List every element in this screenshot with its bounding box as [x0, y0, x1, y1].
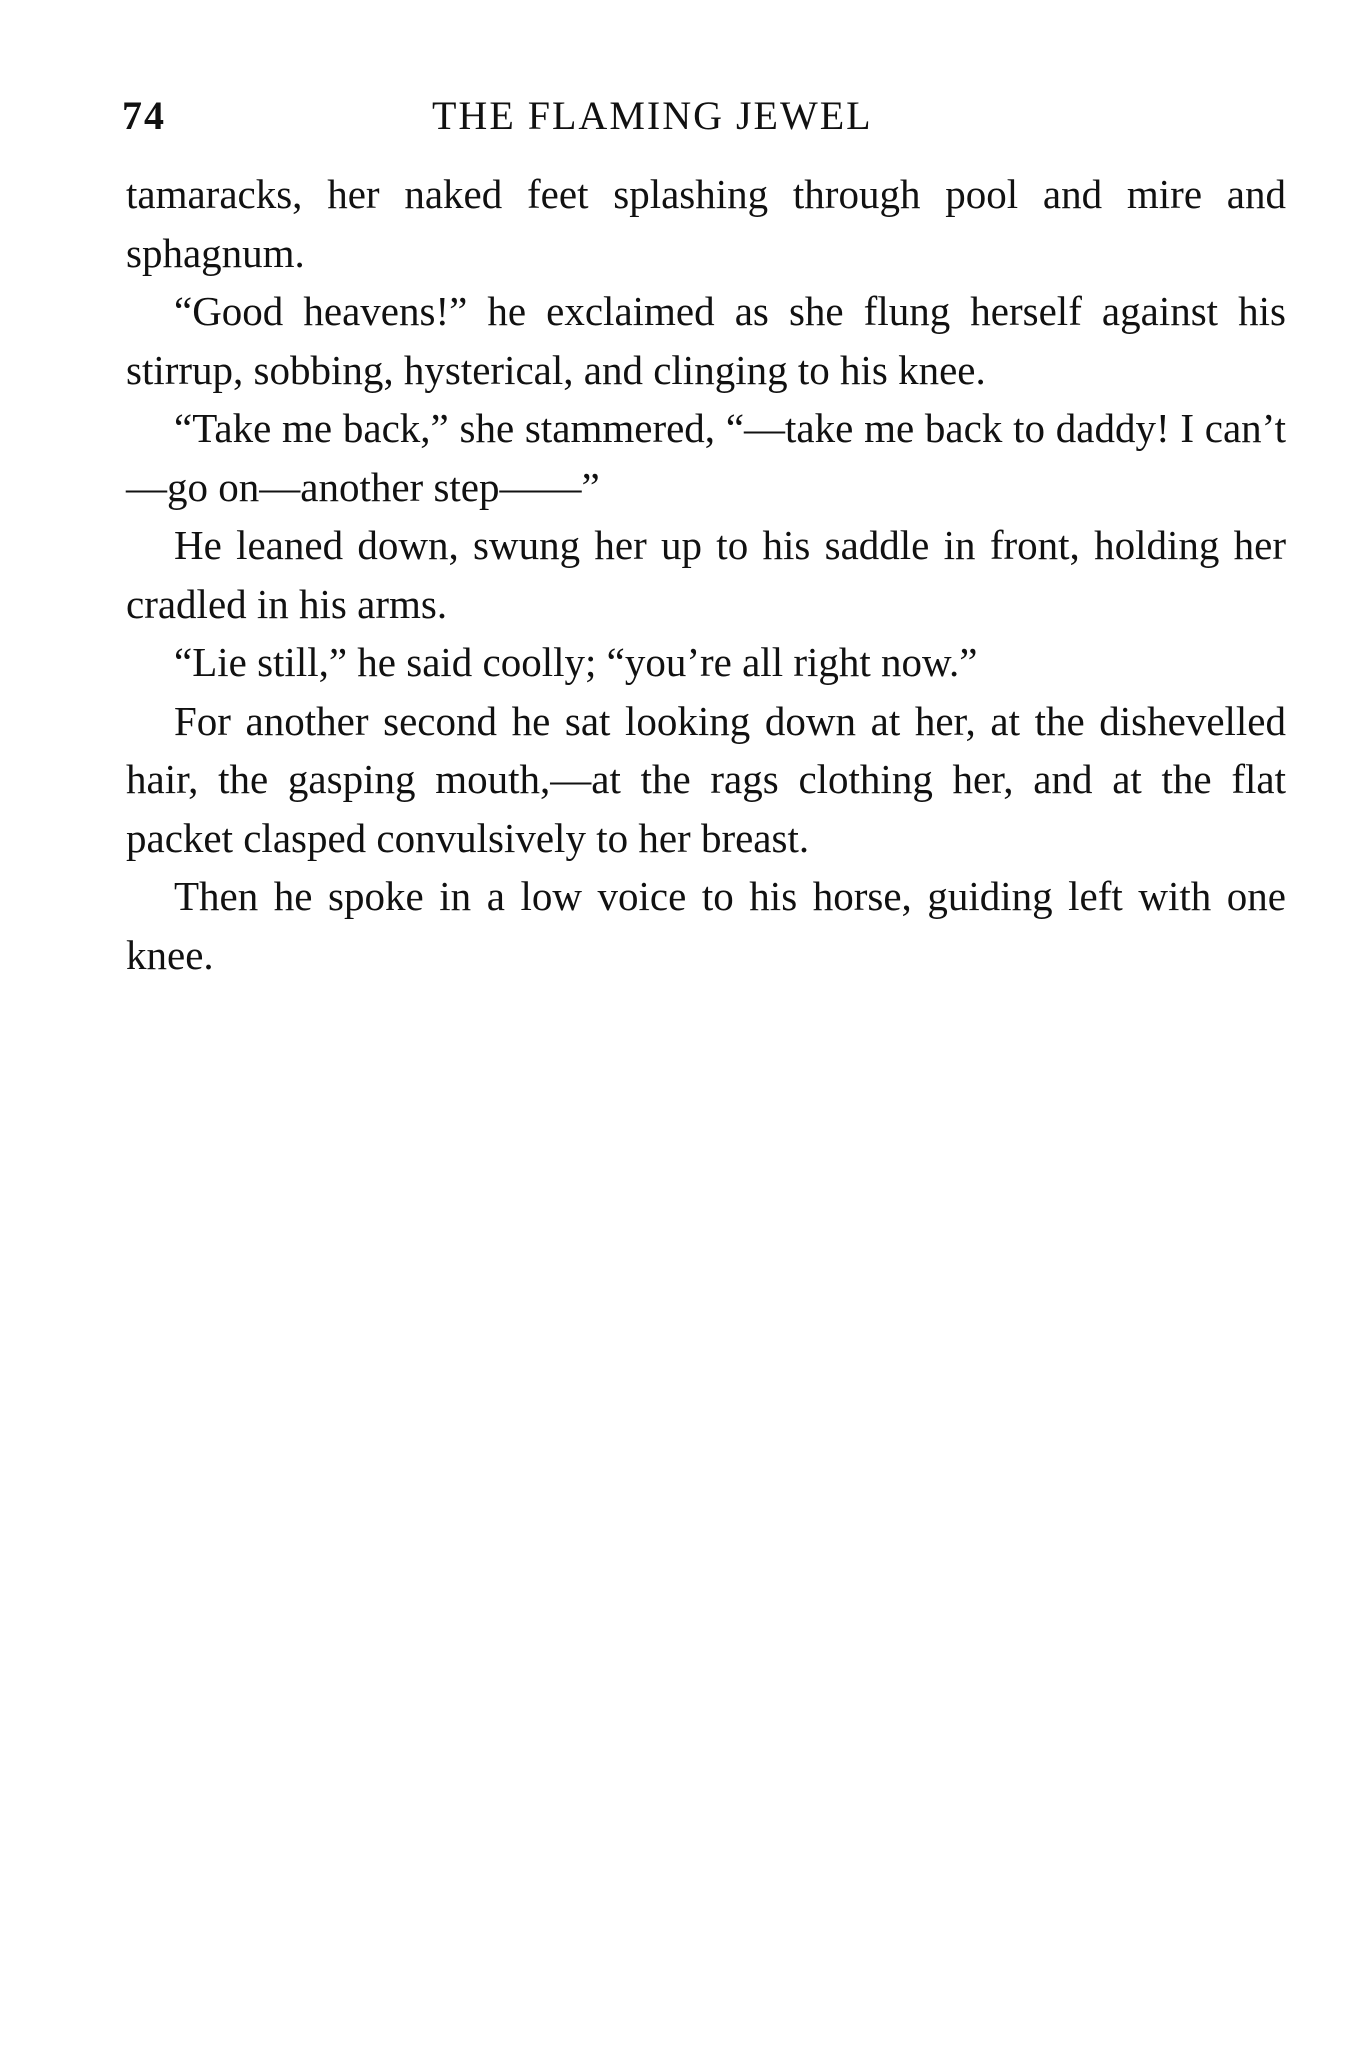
paragraph: He leaned down, swung her up to his saddle in front, holding her cradled in his arms.	[126, 522, 1286, 627]
page-number: 74	[122, 93, 166, 138]
paragraph: “Take me back,” she stammered, “—take me back to daddy! I can’t—go on—another step——”	[126, 405, 1286, 510]
running-title: THE FLAMING JEWEL	[432, 93, 873, 138]
paragraph: “Good heavens!” he exclaimed as she flung herself against his stirrup, sobbing, hysterical, and clinging to his knee.	[126, 288, 1286, 393]
paragraph: For another second he sat looking down at her, at the dishevelled hair, the gasping mouth,—at the rags clothing her, and at the flat packet clasped convulsively to her breast.	[126, 697, 1286, 861]
paragraph: “Lie still,” he said coolly; “you’re all right now.”	[174, 639, 978, 685]
paragraph: tamaracks, her naked feet splashing through pool and mire and sphagnum.	[126, 171, 1286, 276]
paragraph: Then he spoke in a low voice to his horse, guiding left with one knee.	[126, 873, 1286, 978]
page-header	[122, 92, 1284, 152]
body-text	[126, 165, 1286, 984]
